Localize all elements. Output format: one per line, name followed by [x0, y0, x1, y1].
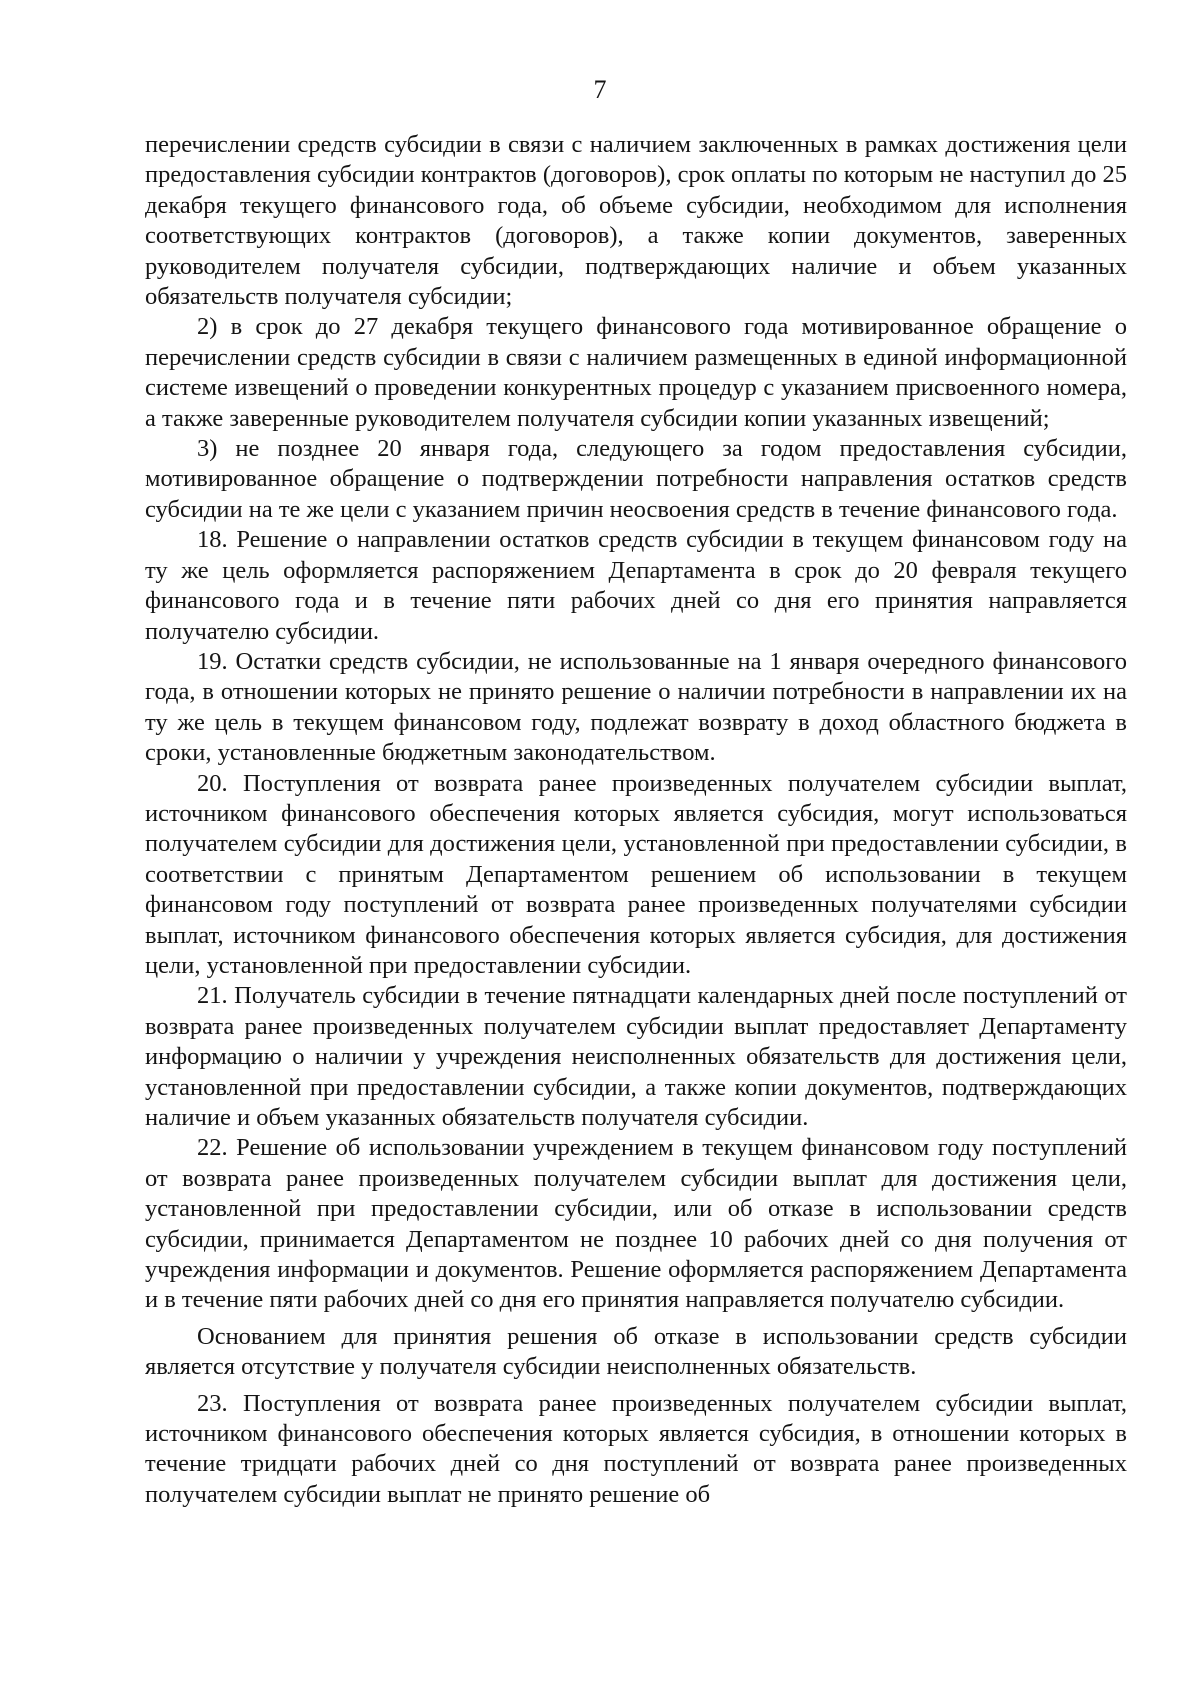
paragraph-clause-19: 19. Остатки средств субсидии, не использованные на 1 января очередного финансового года, в отношении которых не принято решение о наличии потребности в направлении их на ту же цель в текущем финансовом году, подлежат возврату в доход областного бюджета в сроки, установленные бюджетным законодательством. [145, 647, 1127, 767]
paragraph-clause-20: 20. Поступления от возврата ранее произведенных получателем субсидии выплат, источником финансового обеспечения которых является субсидия, могут использоваться получателем субсидии для достижения цели, установленной при предоставлении субсидии, в соответствии с принятым Департаментом решением об использовании в текущем финансовом году поступлений от возврата ранее произведенных получателями субсидии выплат, источником финансового обеспечения которых является субсидия, для достижения цели, установленной при предоставлении субсидии. [145, 769, 1127, 979]
paragraph-item-2: 2) в срок до 27 декабря текущего финансового года мотивированное обращение о перечислении средств субсидии в связи с наличием размещенных в единой информационной системе извещений о проведении конкурентных процедур с указанием присвоенного номера, а также заверенные руководителем получателя субсидии копии указанных извещений; [145, 313, 1127, 432]
paragraph-clause-22: 22. Решение об использовании учреждением в текущем финансовом году поступлений от возврата ранее произведенных получателем субсидии выплат для достижения цели, установленной при предоставлении субсидии, или об отказе в использовании средств субсидии, принимается Департаментом не позднее 10 рабочих дней со дня получения от учреждения информации и документов. Решение оформляется распоряжением Департамента и в течение пяти рабочих дней со дня его принятия направляется получателю субсидии. [145, 1134, 1127, 1314]
paragraph-clause-21: 21. Получатель субсидии в течение пятнадцати календарных дней после поступлений от возврата ранее произведенных получателем субсидии выплат предоставляет Департаменту информацию о наличии у учреждения неисполненных обязательств для достижения цели, установленной при предоставлении субсидии, а также копии документов, подтверждающих наличие и объем указанных обязательств получателя субсидии. [145, 982, 1127, 1131]
paragraph-clause-18: 18. Решение о направлении остатков средств субсидии в текущем финансовом году на ту же цель оформляется распоряжением Департамента в срок до 20 февраля текущего финансового года и в течение пяти рабочих дней со дня его принятия направляется получателю субсидии. [145, 526, 1127, 645]
paragraph-clause-23: 23. Поступления от возврата ранее произведенных получателем субсидии выплат, источником финансового обеспечения которых является субсидия, в отношении которых в течение тридцати рабочих дней со дня поступлений от возврата ранее произведенных получателем субсидии выплат не принято решение об [145, 1389, 1127, 1508]
page-number: 7 [593, 75, 607, 104]
paragraph-continuation: перечислении средств субсидии в связи с наличием заключенных в рамках достижения цели предоставления субсидии контрактов (договоров), срок оплаты по которым не наступил до 25 декабря текущего финансового года, об объеме субсидии, необходимом для исполнения соответствующих контрактов (договоров), а также копии документов, заверенных руководителем получателя субсидии, подтверждающих наличие и объем указанных обязательств получателя субсидии; [145, 131, 1127, 311]
paragraph-item-3: 3) не позднее 20 января года, следующего за годом предоставления субсидии, мотивированное обращение о подтверждении потребности направления остатков средств субсидии на те же цели с указанием причин неосвоения средств в течение финансового года. [145, 435, 1127, 523]
paragraph-refusal-basis: Основанием для принятия решения об отказе в использовании средств субсидии является отсутствие у получателя субсидии неисполненных обязательств. [145, 1322, 1127, 1381]
document-body [145, 130, 1127, 1510]
